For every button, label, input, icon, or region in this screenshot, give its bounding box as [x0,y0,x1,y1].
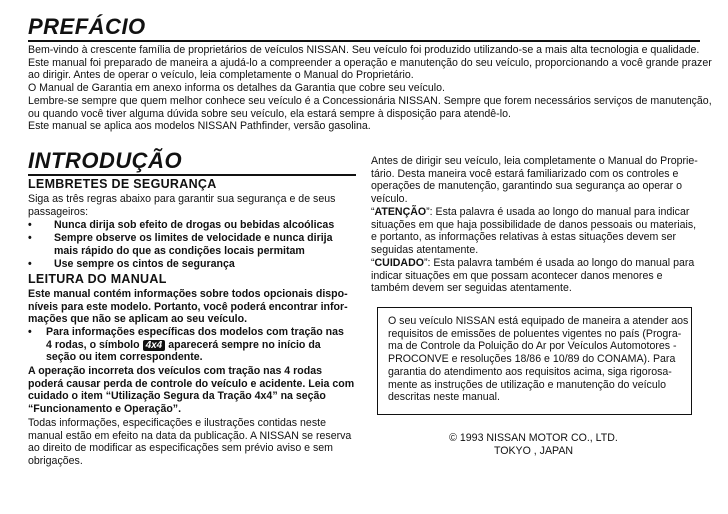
prefacio-title: PREFÁCIO [28,14,146,39]
right-intro-line: Antes de dirigir seu veículo, leia completamente o Manual do Proprie- [371,155,698,167]
leitura-normal-line: obrigações. [28,455,83,468]
bullet-dot: • [28,219,32,231]
prefacio-rule [28,40,700,42]
emissions-line: garantia do atendimento aos requisitos acima, siga rigorosa- [388,365,672,378]
4x4-bullet-line2 [46,339,344,352]
atencao-label: ATENÇÃO [374,206,427,218]
4x4-bullet [28,326,356,365]
leitura-bold-text [28,288,356,326]
emissions-line: ma de Controle da Poluição do Ar por Veículos Automotores - [388,340,677,353]
leitura-normal-line: ao direito de modificar as especificações sem prévio aviso e sem [28,442,334,455]
lembretes-intro-line: passageiros: [28,205,89,218]
leitura-warning-line: A operação incorreta dos veículos com tração nas 4 rodas [28,365,322,377]
cuidado-line1: “CUIDADO”: Esta palavra também é usada ao longo do manual para [371,257,695,269]
introducao-title: INTRODUÇÃO [28,148,183,173]
4x4-bullet-text-post: aparecerá sempre no início da [168,338,321,351]
prefacio-line: Este manual foi preparado de maneira a ajudá-lo a compreender a operação e manutenção do seu veículo, proporcionando a você grande prazer [28,56,712,69]
atencao-text [371,206,700,257]
atencao-line1: “ATENÇÃO”: Esta palavra é usada ao longo do manual para indicar [371,206,690,218]
safety-bullet-line: Sempre observe os limites de velocidade e nunca dirija [54,232,333,244]
prefacio-line: ao dirigir. Antes de operar o veículo, leia completamente o Manual do Proprietário. [28,69,414,82]
copyright-line: TOKYO , JAPAN [493,444,574,457]
copyright [377,432,690,457]
leitura-warning-line: “Funcionamento e Operação”. [28,403,182,416]
safety-bullet-line: mais rápido do que as condições locais permitam [54,244,305,257]
4x4-bullet-text-pre: 4 rodas, o símbolo [46,338,140,351]
safety-bullet [28,232,356,258]
safety-bullet-line: Nunca dirija sob efeito de drogas ou bebidas alcoólicas [54,219,335,231]
copyright-line: © 1993 NISSAN MOTOR CO., LTD. [449,432,618,444]
4x4-bullet-line: Para informações específicas dos modelos com tração nas [46,326,344,338]
leitura-normal-line: manual estão em efeito na data da publicação. A NISSAN se reserva [28,429,352,442]
emissions-notice-box [377,307,692,415]
lembretes-intro-line: Siga as três regras abaixo para garantir sua segurança e de seus [28,193,336,205]
prefacio-line: Este manual se aplica aos modelos NISSAN Pathfinder, versão gasolina. [28,120,371,133]
introducao-rule [28,174,356,176]
prefacio-text [28,44,712,133]
bullet-dot: • [28,326,32,338]
emissions-line: requisitos de emissões de poluentes vigentes no país (Progra- [388,327,682,340]
prefacio-line: ou quando você tiver alguma dúvida sobre seu veículo, ela estará sempre à disposição para atendê-lo. [28,107,511,120]
cuidado-line: indicar situações em que possam acontecer danos menores e [371,269,663,282]
prefacio-line: Lembre-se sempre que quem melhor conhece seu veículo é a Concessionária NISSAN. Sempre que forem necessários serviços de manutenção, [28,94,712,107]
atencao-line: situações em que haja possibilidade de danos pessoais ou materiais, [371,218,697,231]
leitura-line: Este manual contém informações sobre todos opcionais dispo- [28,288,348,300]
right-intro-text [371,155,700,206]
right-intro-line: operações de manutenção, garantindo sua segurança ao operar o [371,180,682,193]
leitura-heading: LEITURA DO MANUAL [28,272,167,286]
safety-bullet [28,258,356,271]
atencao-line: seguidas atentamente. [371,244,479,257]
cuidado-text [371,257,700,295]
bullet-dot: • [28,232,32,244]
lembretes-intro [28,193,356,218]
leitura-warning-text [28,365,356,416]
cuidado-label: CUIDADO [374,257,424,269]
atencao-line: e portanto, as informações relativas à estas situações devem ser [371,231,677,244]
emissions-line: O seu veículo NISSAN está equipado de maneira a atender aos [388,315,689,327]
leitura-line: níveis para este modelo. Portanto, você poderá encontrar infor- [28,300,348,313]
prefacio-line: Bem-vindo à crescente família de proprietários de veículos NISSAN. Seu veículo foi produzido utilizando-se a mais alta tecnologia e qualidade. [28,44,700,56]
safety-bullet-line: Use sempre os cintos de segurança [54,258,235,270]
right-intro-line: veículo. [371,193,408,206]
leitura-line: mações que não se aplicam ao seu veículo. [28,313,248,326]
emissions-line: mente as instruções de utilização e manutenção do veículo [388,378,666,391]
emissions-line: PROCONVE e resoluções 18/86 e 10/89 do CONAMA). Para [388,353,676,366]
atencao-line: ”: Esta palavra é usada ao longo do manual para indicar [426,206,690,218]
cuidado-line: ”: Esta palavra também é usada ao longo do manual para [423,257,695,269]
4x4-badge: 4x4 [143,340,166,351]
leitura-warning-line: poderá causar perda de controle do veículo e acidente. Leia com [28,377,355,390]
lembretes-heading: LEMBRETES DE SEGURANÇA [28,177,217,191]
cuidado-line: também devem ser seguidas atentamente. [371,282,572,295]
safety-bullet [28,219,356,232]
4x4-bullet-line: seção ou item correspondente. [46,351,203,364]
leitura-normal-text [28,417,356,468]
prefacio-line: O Manual de Garantia em anexo informa os detalhes da Garantia que cobre seu veículo. [28,82,445,95]
right-intro-line: tário. Desta maneira você estará familiarizado com os controles e [371,167,679,180]
bullet-dot: • [28,258,32,270]
emissions-notice-text [388,315,689,404]
emissions-line: descritas neste manual. [388,391,500,404]
leitura-normal-line: Todas informações, especificações e ilustrações contidas neste [28,417,326,429]
leitura-warning-line: cuidado o item “Utilização Segura da Tração 4x4” na seção [28,390,326,403]
